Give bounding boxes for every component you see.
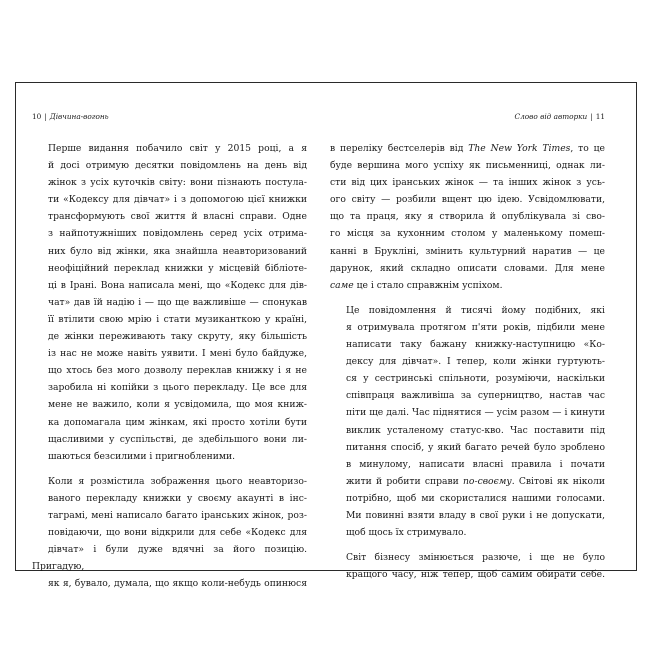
text-line xyxy=(330,277,605,294)
text-line: Ми повинні взяти владу в свої руки і не допускати, xyxy=(346,509,605,521)
right-body-text xyxy=(330,140,605,583)
text-line: ваного перекладу книжки у своєму акаунті в інс- xyxy=(48,492,307,504)
text-line: написати таку бажану книжку-наступницю «Ко- xyxy=(346,339,605,351)
right-running-head xyxy=(330,111,605,123)
text-line: щоб щось їх стримувало. xyxy=(346,527,467,539)
text-line: в минулому, написати власні правила і почати xyxy=(346,458,605,470)
text-line: щасливими у суспільстві, де здебільшого вони ли- xyxy=(48,433,307,445)
text-line: ці в Ірані. Вона написала мені, що «Кодекс для дів- xyxy=(48,279,307,291)
text-line: піти ще далі. Час піднятися — усім разом — і кинути xyxy=(346,407,605,419)
text-line: Це повідомлення й тисячі йому подібних, які xyxy=(346,304,605,316)
text-fragment: в переліку бестселерів від xyxy=(330,143,469,154)
left-paragraph-1 xyxy=(32,140,307,465)
text-line: ся у сестринські спільноти, розуміючи, наскільки xyxy=(346,373,605,385)
text-line: дівчат» і були дуже вдячні за його позицію. Пригадую, xyxy=(32,544,307,573)
text-line: жінок з усіх куточків світу: вони пізнають постула- xyxy=(48,177,307,189)
text-line: сти від цих іранських жінок — та інших жінок з усь- xyxy=(330,177,605,189)
text-line: Перше видання побачило світ у 2015 році, а я xyxy=(48,143,307,154)
right-page-number: 11 xyxy=(595,112,605,121)
text-line: де жінки переживають таку скруту, яку більшість xyxy=(48,331,307,343)
right-paragraph-2 xyxy=(330,302,605,541)
text-line: потрібно, щоб ми скористалися нашими голосами. xyxy=(346,492,605,504)
text-line xyxy=(330,473,605,490)
right-paragraph-1 xyxy=(330,140,605,294)
text-line: я отримувала протягом п'яти років, підбили мене xyxy=(346,321,605,333)
text-line: й досі отримую десятки повідомлень на день від xyxy=(48,160,307,172)
running-head-separator: | xyxy=(44,112,47,121)
text-line: ти «Кодексу для дівчат» і з допомогою цієї книжки xyxy=(48,194,307,206)
running-head-separator: | xyxy=(590,112,593,121)
text-line: них було від жінки, яка знайшла неавторизований xyxy=(48,245,307,257)
left-page xyxy=(32,111,307,592)
text-fragment: . Світові як ніколи xyxy=(511,475,605,487)
text-line: неофіційний переклад книжки у місцевій бібліоте- xyxy=(48,262,307,274)
text-line: як я, бувало, думала, що якщо коли-небудь опинюся xyxy=(48,578,307,590)
emphasis-word: по-своєму xyxy=(463,475,512,487)
text-line: з найпотужніших повідомлень серед усіх отрима- xyxy=(48,228,307,240)
left-running-head xyxy=(32,111,307,123)
text-line: що хтось без мого дозволу переклав книжку і я не xyxy=(48,365,307,377)
text-line: буде вершина мого успіху як письменниці, однак ли- xyxy=(330,160,605,172)
text-line: виклик усталеному статус-кво. Час поставити під xyxy=(346,424,605,436)
left-running-title: Дівчина-вогонь xyxy=(49,112,109,121)
right-paragraph-3 xyxy=(330,549,605,583)
text-line: Світ бізнесу змінюється разюче, і ще не було xyxy=(346,552,605,564)
text-line: що та праця, яку я створила й опублікувала зі сво- xyxy=(330,211,605,223)
text-line: її втілити свою мрію і стати музиканткою у країні, xyxy=(48,313,307,325)
text-fragment: це і стало справжнім успіхом. xyxy=(353,279,503,291)
text-line: таграмі, мені написало багато іранських жінок, роз- xyxy=(48,509,307,521)
text-line: заробила ні копійки з цього перекладу. Це все для xyxy=(48,382,307,394)
text-fragment: жити й робити справи xyxy=(346,475,464,487)
text-line: ка допомагала цим жінкам, які просто хотіли бути xyxy=(48,416,307,428)
text-line: канні в Брукліні, змінить культурний наратив — це xyxy=(330,245,605,257)
text-line: дексу для дівчат». І тепер, коли жінки гуртують- xyxy=(346,356,605,368)
text-line: питання спосіб, у який багато речей було зроблено xyxy=(346,441,605,453)
newspaper-title: The New York Times xyxy=(468,143,571,154)
text-line: кращого часу, ніж тепер, щоб самим обирати себе. xyxy=(346,569,605,581)
left-page-number: 10 xyxy=(32,112,42,121)
left-body-text xyxy=(32,140,307,592)
emphasis-word: саме xyxy=(330,279,354,291)
text-line: із нас не може навіть уявити. І мені було байдуже, xyxy=(48,348,307,360)
text-line: шаються безсилими і пригнобленими. xyxy=(48,450,236,462)
right-running-title: Слово від авторки xyxy=(514,112,588,121)
text-line: співпраця важливіша за суперництво, настав час xyxy=(346,390,605,402)
text-line: Коли я розмістила зображення цього неавторизо- xyxy=(48,475,307,487)
text-line: ого світу — розбили вщент цю ідею. Усвідомлювати, xyxy=(330,194,605,206)
book-spread xyxy=(15,82,637,590)
text-line: дарунок, який складно описати словами. Для мене xyxy=(330,262,605,274)
text-line: мене не важило, коли я усвідомила, що моя книж- xyxy=(48,399,307,411)
text-line: трансформують свої життя й власні справи. Одне xyxy=(48,211,307,223)
right-page xyxy=(330,111,605,583)
text-line: чат» дав їй надію і — що ще важливіше — спонукав xyxy=(48,296,307,308)
left-paragraph-2 xyxy=(32,473,307,593)
text-line xyxy=(330,140,605,157)
text-fragment: , то це xyxy=(570,143,605,154)
text-line: го місця за кухонним столом у маленькому помеш- xyxy=(330,228,605,240)
text-line: повідаючи, що вони відкрили для себе «Кодекс для xyxy=(48,527,307,539)
